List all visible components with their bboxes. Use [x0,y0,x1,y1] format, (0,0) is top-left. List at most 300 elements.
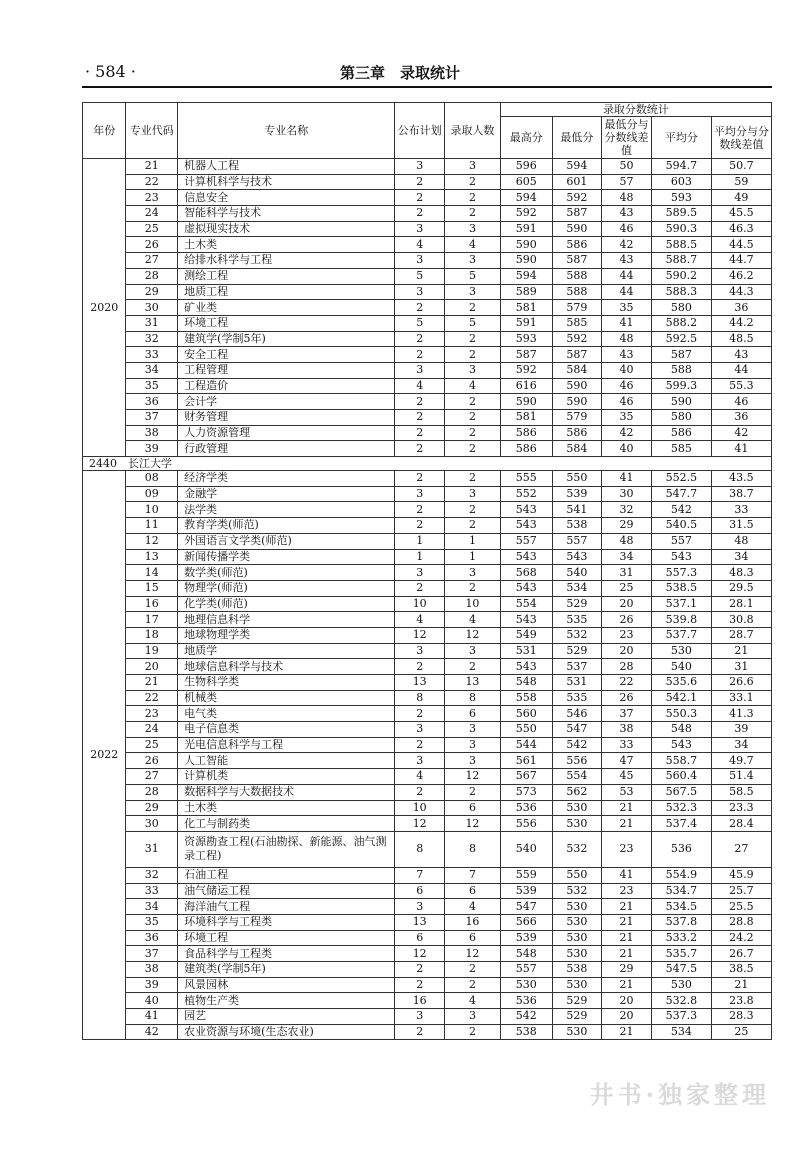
min-diff-cell: 22 [602,675,652,691]
avg-diff-cell: 25 [711,1024,771,1040]
major-name-cell: 土木类 [178,800,395,816]
avg-diff-cell: 41 [711,441,771,457]
min-diff-cell: 20 [602,1009,652,1025]
max-score-cell: 556 [500,816,552,832]
avg-diff-cell: 41.3 [711,706,771,722]
min-diff-cell: 48 [602,190,652,206]
avg-score-cell: 547.7 [651,486,711,502]
table-row [83,612,772,628]
plan-cell: 12 [395,816,445,832]
university-label: 2440 长江大学 [83,457,772,471]
min-diff-cell: 23 [602,831,652,867]
avg-score-cell: 557.3 [651,565,711,581]
major-name-cell: 计算机科学与技术 [178,174,395,190]
admitted-cell: 2 [445,962,501,978]
min-diff-cell: 21 [602,930,652,946]
major-name-cell: 地质工程 [178,284,395,300]
admitted-cell: 2 [445,441,501,457]
plan-cell: 4 [395,612,445,628]
table-section-2020 [83,159,772,457]
admission-table [82,102,772,1040]
plan-cell: 2 [395,502,445,518]
min-diff-cell: 40 [602,362,652,378]
min-score-cell: 562 [552,784,602,800]
major-name-cell: 人力资源管理 [178,425,395,441]
avg-diff-cell: 38.5 [711,962,771,978]
table-row [83,315,772,331]
max-score-cell: 591 [500,315,552,331]
plan-cell: 4 [395,237,445,253]
min-score-cell: 532 [552,883,602,899]
page-header [0,0,800,100]
avg-diff-cell: 28.8 [711,914,771,930]
min-score-cell: 579 [552,410,602,426]
major-name-cell: 风景园林 [178,977,395,993]
major-name-cell: 生物科学类 [178,675,395,691]
avg-diff-cell: 38.7 [711,486,771,502]
avg-score-cell: 535.6 [651,675,711,691]
avg-score-cell: 552.5 [651,471,711,487]
major-name-cell: 园艺 [178,1009,395,1025]
admitted-cell: 12 [445,946,501,962]
table-row [83,993,772,1009]
min-score-cell: 530 [552,899,602,915]
table-row [83,784,772,800]
major-code-cell: 24 [126,206,178,222]
admitted-cell: 5 [445,268,501,284]
max-score-cell: 616 [500,378,552,394]
admitted-cell: 2 [445,174,501,190]
admitted-cell: 2 [445,977,501,993]
max-score-cell: 552 [500,486,552,502]
table-row [83,253,772,269]
major-code-cell: 41 [126,1009,178,1025]
plan-cell: 16 [395,993,445,1009]
admitted-cell: 2 [445,300,501,316]
min-score-cell: 550 [552,471,602,487]
admitted-cell: 3 [445,753,501,769]
col-header-score-group: 录取分数统计 [500,103,771,117]
admitted-cell: 2 [445,784,501,800]
table-row [83,237,772,253]
min-diff-cell: 57 [602,174,652,190]
major-name-cell: 矿业类 [178,300,395,316]
major-name-cell: 环境工程 [178,930,395,946]
max-score-cell: 554 [500,596,552,612]
table-row [83,394,772,410]
min-score-cell: 535 [552,690,602,706]
admitted-cell: 12 [445,769,501,785]
table-row [83,425,772,441]
max-score-cell: 539 [500,930,552,946]
admitted-cell: 4 [445,899,501,915]
min-diff-cell: 34 [602,549,652,565]
table-row [83,596,772,612]
col-header-max: 最高分 [500,117,552,159]
major-name-cell: 电子信息类 [178,722,395,738]
avg-diff-cell: 46.2 [711,268,771,284]
table-row [83,899,772,915]
avg-diff-cell: 44.5 [711,237,771,253]
min-score-cell: 547 [552,722,602,738]
plan-cell: 2 [395,331,445,347]
plan-cell: 2 [395,737,445,753]
major-code-cell: 11 [126,518,178,534]
avg-diff-cell: 23.8 [711,993,771,1009]
admitted-cell: 3 [445,159,501,175]
major-code-cell: 42 [126,1024,178,1040]
col-header-plan: 公布计划 [395,103,445,159]
major-code-cell: 29 [126,284,178,300]
table-row [83,1009,772,1025]
max-score-cell: 550 [500,722,552,738]
avg-score-cell: 530 [651,977,711,993]
avg-score-cell: 585 [651,441,711,457]
max-score-cell: 557 [500,533,552,549]
avg-diff-cell: 48.5 [711,331,771,347]
avg-diff-cell: 29.5 [711,580,771,596]
max-score-cell: 592 [500,362,552,378]
max-score-cell: 549 [500,627,552,643]
avg-diff-cell: 28.1 [711,596,771,612]
avg-diff-cell: 34 [711,737,771,753]
avg-diff-cell: 26.6 [711,675,771,691]
table-row [83,1024,772,1040]
avg-diff-cell: 21 [711,643,771,659]
avg-diff-cell: 26.7 [711,946,771,962]
admitted-cell: 6 [445,706,501,722]
min-score-cell: 529 [552,643,602,659]
table-row [83,565,772,581]
admitted-cell: 6 [445,800,501,816]
chapter-title: 第三章 录取统计 [339,64,460,82]
table-row [83,706,772,722]
min-score-cell: 529 [552,1009,602,1025]
max-score-cell: 561 [500,753,552,769]
min-diff-cell: 29 [602,518,652,534]
admitted-cell: 4 [445,612,501,628]
avg-diff-cell: 24.2 [711,930,771,946]
avg-score-cell: 534.7 [651,883,711,899]
plan-cell: 3 [395,1009,445,1025]
admitted-cell: 13 [445,675,501,691]
min-score-cell: 557 [552,533,602,549]
plan-cell: 8 [395,690,445,706]
major-name-cell: 化学类(师范) [178,596,395,612]
table-row [83,174,772,190]
major-code-cell: 21 [126,675,178,691]
major-name-cell: 土木类 [178,237,395,253]
avg-diff-cell: 46 [711,394,771,410]
page-number: · 584 · [85,62,136,81]
major-code-cell: 30 [126,816,178,832]
avg-diff-cell: 33 [711,502,771,518]
min-score-cell: 592 [552,331,602,347]
major-name-cell: 会计学 [178,394,395,410]
min-diff-cell: 21 [602,946,652,962]
major-code-cell: 14 [126,565,178,581]
major-code-cell: 28 [126,268,178,284]
min-diff-cell: 21 [602,914,652,930]
watermark-text: 井书·独家整理 [589,1080,770,1109]
admitted-cell: 8 [445,690,501,706]
min-score-cell: 588 [552,268,602,284]
major-name-cell: 海洋油气工程 [178,899,395,915]
avg-score-cell: 532.3 [651,800,711,816]
admitted-cell: 2 [445,331,501,347]
plan-cell: 2 [395,347,445,363]
plan-cell: 12 [395,627,445,643]
table-row [83,753,772,769]
admitted-cell: 2 [445,206,501,222]
max-score-cell: 568 [500,565,552,581]
max-score-cell: 605 [500,174,552,190]
major-code-cell: 10 [126,502,178,518]
table-row [83,816,772,832]
major-name-cell: 教育学类(师范) [178,518,395,534]
min-diff-cell: 43 [602,253,652,269]
admitted-cell: 6 [445,930,501,946]
plan-cell: 3 [395,284,445,300]
avg-score-cell: 543 [651,549,711,565]
plan-cell: 3 [395,753,445,769]
avg-diff-cell: 55.3 [711,378,771,394]
table-row [83,502,772,518]
table-section-2022 [83,471,772,1040]
min-score-cell: 531 [552,675,602,691]
plan-cell: 3 [395,722,445,738]
avg-diff-cell: 43 [711,347,771,363]
plan-cell: 2 [395,441,445,457]
major-code-cell: 17 [126,612,178,628]
table-row [83,518,772,534]
min-score-cell: 594 [552,159,602,175]
avg-diff-cell: 28.4 [711,816,771,832]
major-code-cell: 27 [126,769,178,785]
min-diff-cell: 44 [602,284,652,300]
admitted-cell: 3 [445,221,501,237]
major-name-cell: 新闻传播学类 [178,549,395,565]
min-diff-cell: 41 [602,471,652,487]
major-name-cell: 建筑学(学制5年) [178,331,395,347]
avg-diff-cell: 44.2 [711,315,771,331]
plan-cell: 3 [395,253,445,269]
avg-diff-cell: 39 [711,722,771,738]
major-code-cell: 22 [126,690,178,706]
avg-score-cell: 557 [651,533,711,549]
avg-score-cell: 593 [651,190,711,206]
max-score-cell: 594 [500,268,552,284]
admitted-cell: 2 [445,518,501,534]
min-score-cell: 529 [552,993,602,1009]
table-row [83,977,772,993]
admitted-cell: 3 [445,643,501,659]
major-name-cell: 测绘工程 [178,268,395,284]
col-header-avg-diff: 平均分与分数线差值 [711,117,771,159]
min-score-cell: 541 [552,502,602,518]
avg-diff-cell: 28.3 [711,1009,771,1025]
min-diff-cell: 33 [602,737,652,753]
major-name-cell: 安全工程 [178,347,395,363]
table-row [83,533,772,549]
admitted-cell: 2 [445,425,501,441]
col-header-avg: 平均分 [651,117,711,159]
plan-cell: 10 [395,800,445,816]
table-row [83,883,772,899]
avg-diff-cell: 44.7 [711,253,771,269]
table-row [83,946,772,962]
major-code-cell: 37 [126,946,178,962]
max-score-cell: 567 [500,769,552,785]
major-code-cell: 33 [126,347,178,363]
min-score-cell: 543 [552,549,602,565]
plan-cell: 12 [395,946,445,962]
min-score-cell: 579 [552,300,602,316]
max-score-cell: 548 [500,675,552,691]
table-row [83,284,772,300]
major-code-cell: 39 [126,977,178,993]
avg-score-cell: 587 [651,347,711,363]
avg-score-cell: 588 [651,362,711,378]
major-name-cell: 资源勘查工程(石油勘探、新能源、油气测录工程) [178,831,395,867]
major-code-cell: 08 [126,471,178,487]
admitted-cell: 4 [445,993,501,1009]
min-score-cell: 530 [552,930,602,946]
major-code-cell: 35 [126,914,178,930]
plan-cell: 2 [395,206,445,222]
plan-cell: 10 [395,596,445,612]
min-diff-cell: 45 [602,769,652,785]
min-diff-cell: 30 [602,486,652,502]
table-row [83,221,772,237]
max-score-cell: 589 [500,284,552,300]
avg-score-cell: 539.8 [651,612,711,628]
avg-diff-cell: 49 [711,190,771,206]
min-diff-cell: 35 [602,300,652,316]
plan-cell: 2 [395,471,445,487]
table-row [83,737,772,753]
major-code-cell: 28 [126,784,178,800]
avg-score-cell: 592.5 [651,331,711,347]
max-score-cell: 542 [500,1009,552,1025]
table-row [83,441,772,457]
max-score-cell: 596 [500,159,552,175]
table-row [83,643,772,659]
max-score-cell: 593 [500,331,552,347]
major-name-cell: 机器人工程 [178,159,395,175]
major-name-cell: 地理信息科学 [178,612,395,628]
min-diff-cell: 20 [602,993,652,1009]
max-score-cell: 547 [500,899,552,915]
min-diff-cell: 21 [602,977,652,993]
table-row [83,659,772,675]
min-score-cell: 585 [552,315,602,331]
major-code-cell: 20 [126,659,178,675]
max-score-cell: 592 [500,206,552,222]
major-code-cell: 31 [126,831,178,867]
admitted-cell: 3 [445,565,501,581]
min-diff-cell: 21 [602,800,652,816]
major-name-cell: 信息安全 [178,190,395,206]
min-diff-cell: 26 [602,690,652,706]
plan-cell: 2 [395,394,445,410]
major-code-cell: 34 [126,362,178,378]
admitted-cell: 3 [445,362,501,378]
table-row [83,471,772,487]
plan-cell: 3 [395,159,445,175]
min-score-cell: 590 [552,394,602,410]
header-rule [82,86,772,88]
admitted-cell: 2 [445,190,501,206]
avg-diff-cell: 48.3 [711,565,771,581]
avg-score-cell: 537.4 [651,816,711,832]
max-score-cell: 543 [500,612,552,628]
avg-diff-cell: 21 [711,977,771,993]
admitted-cell: 2 [445,347,501,363]
min-diff-cell: 47 [602,753,652,769]
min-score-cell: 538 [552,962,602,978]
avg-score-cell: 567.5 [651,784,711,800]
avg-diff-cell: 48 [711,533,771,549]
plan-cell: 2 [395,1024,445,1040]
avg-score-cell: 550.3 [651,706,711,722]
max-score-cell: 555 [500,471,552,487]
plan-cell: 3 [395,486,445,502]
max-score-cell: 536 [500,993,552,1009]
max-score-cell: 557 [500,962,552,978]
major-code-cell: 39 [126,441,178,457]
avg-score-cell: 588.3 [651,284,711,300]
max-score-cell: 586 [500,425,552,441]
major-name-cell: 地质学 [178,643,395,659]
min-diff-cell: 21 [602,899,652,915]
min-score-cell: 538 [552,518,602,534]
avg-score-cell: 590 [651,394,711,410]
admitted-cell: 6 [445,883,501,899]
admitted-cell: 3 [445,737,501,753]
plan-cell: 2 [395,706,445,722]
avg-score-cell: 535.7 [651,946,711,962]
max-score-cell: 530 [500,977,552,993]
admitted-cell: 3 [445,722,501,738]
major-name-cell: 计算机类 [178,769,395,785]
major-code-cell: 38 [126,962,178,978]
plan-cell: 2 [395,518,445,534]
major-code-cell: 26 [126,237,178,253]
min-score-cell: 601 [552,174,602,190]
min-diff-cell: 48 [602,331,652,347]
min-diff-cell: 53 [602,784,652,800]
avg-score-cell: 594.7 [651,159,711,175]
avg-score-cell: 588.7 [651,253,711,269]
avg-score-cell: 580 [651,300,711,316]
avg-score-cell: 534.5 [651,899,711,915]
major-code-cell: 26 [126,753,178,769]
major-name-cell: 行政管理 [178,441,395,457]
plan-cell: 2 [395,410,445,426]
max-score-cell: 590 [500,237,552,253]
min-diff-cell: 46 [602,394,652,410]
min-score-cell: 586 [552,237,602,253]
avg-diff-cell: 46.3 [711,221,771,237]
major-name-cell: 环境工程 [178,315,395,331]
major-name-cell: 建筑类(学制5年) [178,962,395,978]
col-header-min: 最低分 [552,117,602,159]
admitted-cell: 10 [445,596,501,612]
avg-score-cell: 590.3 [651,221,711,237]
admitted-cell: 1 [445,533,501,549]
min-diff-cell: 20 [602,643,652,659]
